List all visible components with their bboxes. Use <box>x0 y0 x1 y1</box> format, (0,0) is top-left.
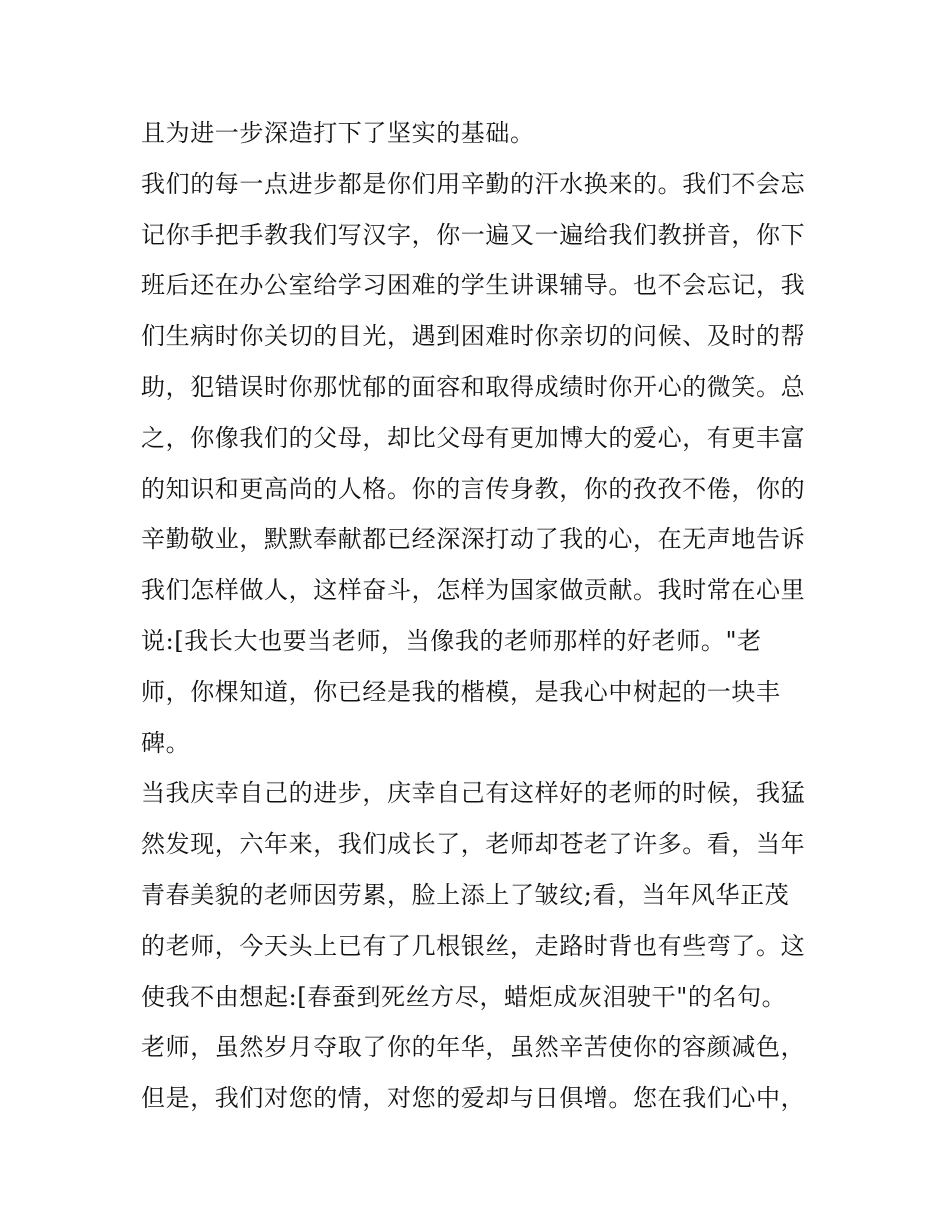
text-line: 我们的每一点进步都是你们用辛勤的汗水换来的。我们不会忘 <box>141 169 806 198</box>
document-body <box>141 108 813 1124</box>
text-line: 且为进一步深造打下了坚实的基础。 <box>141 119 535 147</box>
text-line: 老师，虽然岁月夺取了你的年华，虽然辛苦使你的容颜减色， <box>141 1033 806 1062</box>
text-line: 辛勤敬业，默默奉献都已经深深打动了我的心，在无声地告诉 <box>141 525 806 554</box>
text-line: 青春美貌的老师因劳累，脸上添上了皱纹;看，当年风华正茂 <box>141 880 790 909</box>
text-line: 的老师，今天头上已有了几根银丝，走路时背也有些弯了。这 <box>141 931 806 960</box>
text-line: 师，你棵知道，你已经是我的楷模，是我心中树起的一块丰 <box>141 677 781 706</box>
text-line: 然发现，六年来，我们成长了，老师却苍老了许多。看，当年 <box>141 830 806 859</box>
text-line: 当我庆幸自己的进步，庆幸自己有这样好的老师的时候，我猛 <box>141 779 806 808</box>
text-line: 们生病时你关切的目光，遇到困难时你亲切的问候、及时的帮 <box>141 322 806 351</box>
text-line: 但是，我们对您的情，对您的爱却与日俱增。您在我们心中， <box>141 1084 806 1113</box>
text-line: 记你手把手教我们写汉字，你一遍又一遍给我们教拼音，你下 <box>141 220 806 249</box>
text-line: 助，犯错误时你那忧郁的面容和取得成绩时你开心的微笑。总 <box>141 372 806 401</box>
text-line: 班后还在办公室给学习困难的学生讲课辅导。也不会忘记，我 <box>141 271 806 300</box>
text-line: 碑。 <box>141 728 191 757</box>
text-line: 我们怎样做人，这样奋斗，怎样为国家做贡献。我时常在心里 <box>141 576 806 605</box>
text-line: 说:[我长大也要当老师，当像我的老师那样的好老师。"老 <box>141 626 762 655</box>
text-line: 之，你像我们的父母，却比父母有更加博大的爱心，有更丰富 <box>141 423 806 452</box>
text-line: 使我不由想起:[春蚕到死丝方尽，蜡炬成灰泪驶干"的名句。 <box>141 982 787 1011</box>
text-line: 的知识和更高尚的人格。你的言传身教，你的孜孜不倦，你的 <box>141 474 806 503</box>
